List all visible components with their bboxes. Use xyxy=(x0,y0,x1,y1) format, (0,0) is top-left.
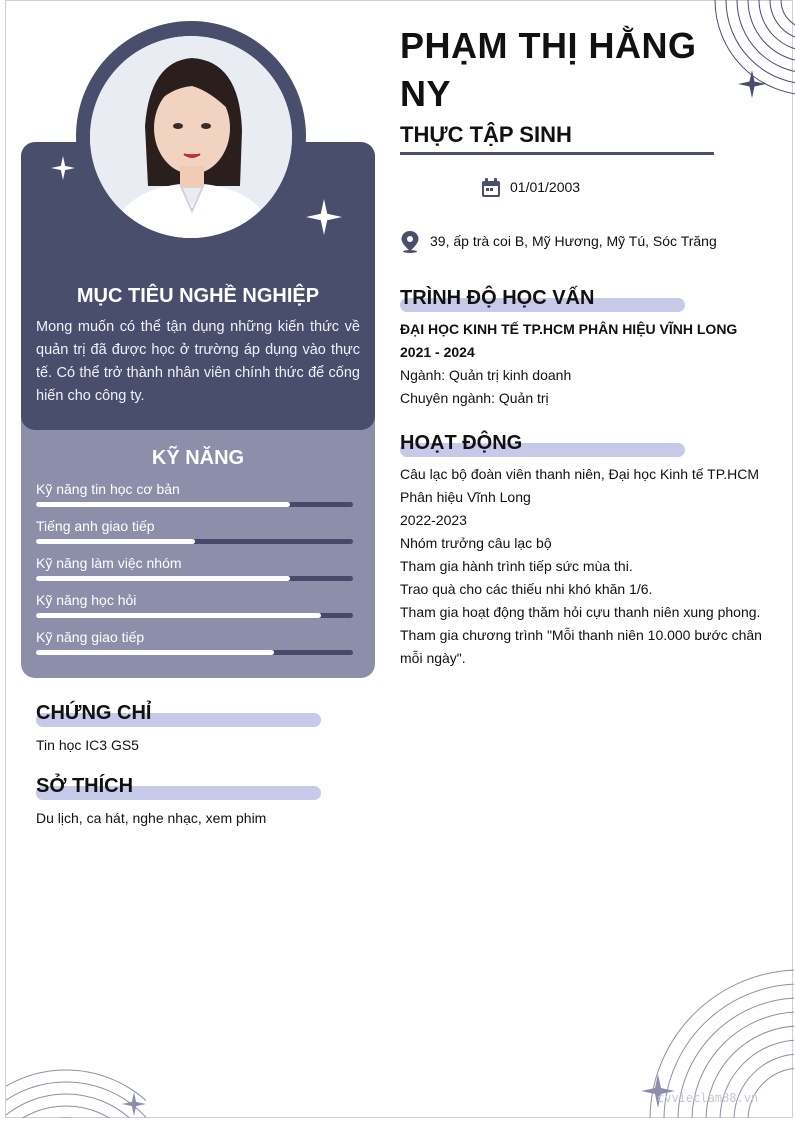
sparkle-icon xyxy=(122,1092,146,1116)
education-years: 2021 - 2024 xyxy=(400,344,475,360)
activity-line: Tham gia hành trình tiếp sức mùa thi. xyxy=(400,558,633,574)
skill-bar-track xyxy=(36,502,353,507)
skill-label: Kỹ năng làm việc nhóm xyxy=(36,555,182,571)
birthdate: 01/01/2003 xyxy=(510,179,581,195)
skill-label: Kỹ năng học hỏi xyxy=(36,592,137,608)
skill-label: Tiếng anh giao tiếp xyxy=(36,518,155,534)
education-specialization: Chuyên ngành: Quản trị xyxy=(400,390,549,406)
skill-bar-fill xyxy=(36,502,290,507)
candidate-name: PHẠM THỊ HẰNG NY xyxy=(400,25,697,114)
skill-bar-fill xyxy=(36,650,274,655)
skill-label: Kỹ năng giao tiếp xyxy=(36,629,145,645)
skill-bar-track xyxy=(36,539,353,544)
activity-line: mỗi ngày". xyxy=(400,650,466,666)
skill-bar-fill xyxy=(36,613,321,618)
education-school: ĐẠI HỌC KINH TẾ TP.HCM PHÂN HIỆU VĨNH LONG xyxy=(400,321,738,337)
hobbies-title: SỞ THÍCH xyxy=(36,775,134,797)
avatar xyxy=(90,36,292,238)
activities-title: HOẠT ĐỘNG xyxy=(400,432,523,454)
objective-text: Mong muốn có thể tận dụng những kiến thức về quản trị đã được học ở trường áp dụng vào thực tế. Có thể trở thành nhân viên chính thức để cống hiến cho công ty. xyxy=(36,319,360,404)
activity-line: Phân hiệu Vĩnh Long xyxy=(400,489,531,505)
skill-bar-track xyxy=(36,576,353,581)
hobbies-text: Du lịch, ca hát, nghe nhạc, xem phim xyxy=(36,810,267,826)
certificates-text: Tin học IC3 GS5 xyxy=(36,737,139,753)
activities-list xyxy=(400,463,770,670)
skill-label: Kỹ năng tin học cơ bản xyxy=(36,481,180,497)
skill-bar-fill xyxy=(36,576,290,581)
skill-bar-track xyxy=(36,613,353,618)
address: 39, ấp trà coi B, Mỹ Hương, Mỹ Tú, Sóc Trăng xyxy=(430,233,717,249)
activity-line: Trao quà cho các thiếu nhi khó khăn 1/6. xyxy=(400,581,653,597)
location-pin-icon xyxy=(400,231,420,253)
activity-line: 2022-2023 xyxy=(400,512,467,528)
activity-line: Câu lạc bộ đoàn viên thanh niên, Đại học Kinh tế TP.HCM xyxy=(400,466,760,482)
certificates-title: CHỨNG CHỈ xyxy=(36,702,152,724)
watermark: cvvieclam88.vn xyxy=(657,1091,759,1105)
candidate-role: THỰC TẬP SINH xyxy=(400,122,572,147)
activity-line: Nhóm trưởng câu lạc bộ xyxy=(400,535,552,551)
skill-bar-fill xyxy=(36,539,195,544)
skills-title: KỸ NĂNG xyxy=(151,447,245,469)
skill-bar-track xyxy=(36,650,353,655)
role-underline xyxy=(400,152,714,155)
sparkle-icon xyxy=(51,156,75,180)
objective-title: MỤC TIÊU NGHỀ NGHIỆP xyxy=(76,285,320,307)
education-title: TRÌNH ĐỘ HỌC VẤN xyxy=(400,287,595,309)
sparkle-icon xyxy=(306,199,342,235)
calendar-icon xyxy=(481,178,501,198)
activity-line: Tham gia chương trình "Mỗi thanh niên 10.000 bước chân xyxy=(400,627,762,643)
education-major: Ngành: Quản trị kinh doanh xyxy=(400,367,572,383)
sparkle-icon xyxy=(738,70,766,98)
activity-line: Tham gia hoạt động thăm hỏi cựu thanh niên xung phong. xyxy=(400,604,761,620)
